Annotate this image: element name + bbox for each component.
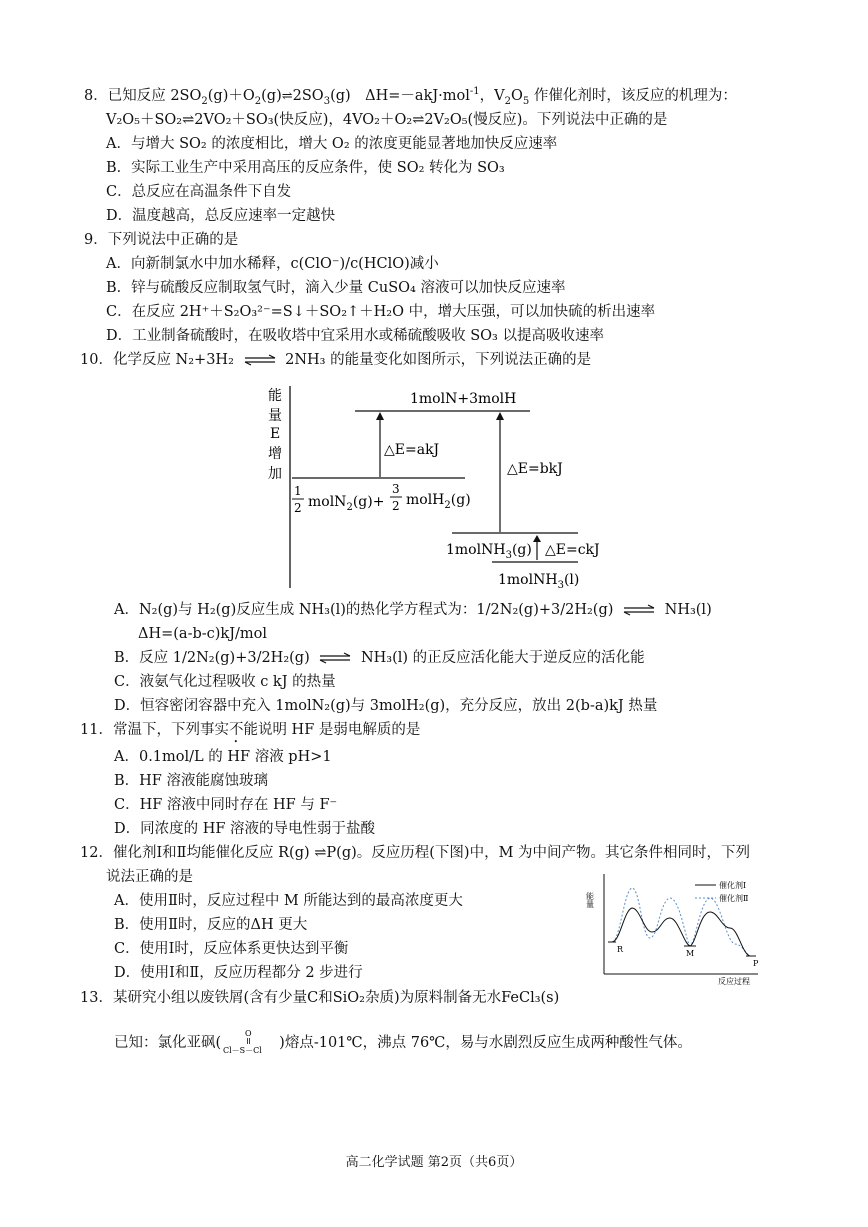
chart-ylabel: 能量 [585,892,595,908]
frac1-den: 2 [294,501,302,515]
reversible-arrow-icon [318,653,352,663]
nh3-liquid-label: 1molNH$_3$(l) [498,572,580,591]
q12-option-d: D．使用Ⅰ和Ⅱ，反应历程都分 2 步进行 [114,965,363,981]
q10-option-d: D．恒容密闭容器中充入 1molN₂(g)与 3molH₂(g)，充分反应，放出 2(b-a)kJ 热量 [114,698,658,714]
energy-axis-label-3: E [270,426,281,442]
q10-option-c: C．液氨气化过程吸收 c kJ 的热量 [114,674,336,690]
q9-option-c: C．在反应 2H⁺＋S₂O₃²⁻=S↓＋SO₂↑＋H₂O 中，增大压强，可以加快硫的析出速率 [106,304,656,320]
svg-text:Cl－S－Cl: Cl－S－Cl [223,1046,263,1055]
reversible-arrow-icon [243,355,277,365]
energy-axis-label-5: 加 [268,466,282,482]
energy-axis-label-2: 量 [268,408,282,424]
label-R: R [617,945,624,954]
q12-stem-line2: 说法正确的是 [106,869,193,885]
q10-option-a: A．N₂(g)与 H₂(g)反应生成 NH₃(l)的热化学方程式为：1/2N₂(g)+3/2H₂(g) NH₃(l) [114,602,712,618]
q12-option-a: A．使用Ⅱ时，反应过程中 M 所能达到的最高浓度更大 [114,893,463,909]
q8-option-c: C．总反应在高温条件下自发 [106,184,292,200]
q9-option-d: D．工业制备硫酸时，在吸收塔中宜采用水或稀硫酸吸收 SO₃ 以提高吸收速率 [106,328,604,344]
q12-option-b: B．使用Ⅱ时，反应的ΔH 更大 [114,917,308,933]
q11-option-b: B．HF 溶液能腐蚀玻璃 [114,773,268,789]
q8-option-d: D．温度越高，总反应速率一定越快 [106,208,336,224]
emphasis-not: 不 [228,722,244,738]
equilibrium-arrow-icon: ⇌ [281,89,293,104]
legend-catalyst-2: 催化剂Ⅱ [719,894,749,903]
thionyl-chloride-structure [221,1028,279,1058]
level-atoms-label: 1molN+3molH [410,391,517,407]
q8-stem: 8．已知反应 $2SO_2(g)+O_2(g)\rightleftharpoons 2SO_3(g)$ ΔH=－akJ·mol$^{-1}$，$V_2O_5$ 作催化剂时，该反应的机理为： [84,86,737,107]
q13-known: 已知：氯化亚砜( O Cl－S－Cl )熔点-101℃，沸点 76℃，易与水剧烈反应生成两种酸性气体。 [114,1028,692,1058]
q11-option-c: C．HF 溶液中同时存在 HF 与 F⁻ [114,797,338,813]
q9-option-a: A．向新制氯水中加水稀释，c(ClO⁻)/c(HClO)减小 [106,256,439,272]
label-M: M [686,949,695,958]
frac2-den: 2 [392,499,400,513]
chart-xlabel: 反应过程 [718,977,750,986]
label-P: P [753,959,759,968]
frac2-num: 3 [392,482,400,496]
q9-option-b: B．锌与硫酸反应制取氢气时，滴入少量 CuSO₄ 溶液可以加快反应速率 [106,280,566,296]
energy-axis-label-4: 增 [268,446,282,462]
dE-c-label: △E=ckJ [545,542,600,558]
energy-level-diagram [260,378,620,594]
q10-option-b: B．反应 1/2N₂(g)+3/2H₂(g) NH₃(l) 的正反应活化能大于逆反应的活化能 [114,650,645,666]
arrow-a-head [376,412,384,420]
q8-option-a: A．与增大 SO₂ 的浓度相比，增大 O₂ 的浓度更能显著地加快反应速率 [106,136,558,152]
arrow-b-head [496,412,504,420]
page-footer: 高二化学试题 第2页（共6页） [345,1155,523,1170]
q9-stem: 9．下列说法中正确的是 [84,232,239,248]
q8-option-b: B．实际工业生产中采用高压的反应条件，使 SO₂ 转化为 SO₃ [106,160,505,176]
q12-stem-line1: 12．催化剂Ⅰ和Ⅱ均能催化反应 R(g) ⇌P(g)。反应历程(下图)中，M 为中间产物。其它条件相同时，下列 [80,845,751,861]
frac1-num: 1 [294,484,302,498]
dE-a-label: △E=akJ [384,442,440,458]
reactant-n2: molN$_2$(g)+ [308,494,385,513]
q10-option-a-dh: ΔH=(a-b-c)kJ/mol [138,626,268,642]
q11-option-d: D．同浓度的 HF 溶液的导电性弱于盐酸 [114,821,376,837]
energy-axis-label-1: 能 [268,388,282,404]
arrow-c-head [533,535,541,542]
reactant-h2: molH$_2$(g) [406,492,471,511]
nh3-gas-label: 1molNH$_3$(g) [446,542,532,561]
q10-stem: 10．化学反应 N₂+3H₂ 2NH₃ 的能量变化如图所示，下列说法正确的是 [80,352,592,368]
legend-catalyst-1: 催化剂Ⅰ [719,881,747,890]
q13-stem: 13．某研究小组以废铁屑(含有少量C和SiO₂杂质)为原料制备无水FeCl₃(s) [80,990,560,1006]
q11-option-a: A．0.1mol/L 的 HF 溶液 pH>1 [114,749,332,765]
reaction-profile-chart [585,870,762,988]
q8-mechanism: V₂O₅＋SO₂⇌2VO₂＋SO₃(快反应)，4VO₂＋O₂⇌2V₂O₅(慢反应)。下列说法中正确的是 [106,112,668,128]
q11-stem: 11．常温下，下列事实不能说明 HF 是弱电解质的是 [80,722,421,738]
q12-option-c: C．使用Ⅰ时，反应体系更快达到平衡 [114,941,349,957]
dE-b-label: △E=bkJ [507,461,563,477]
svg-text:O: O [245,1029,252,1038]
reversible-arrow-icon [622,605,656,615]
